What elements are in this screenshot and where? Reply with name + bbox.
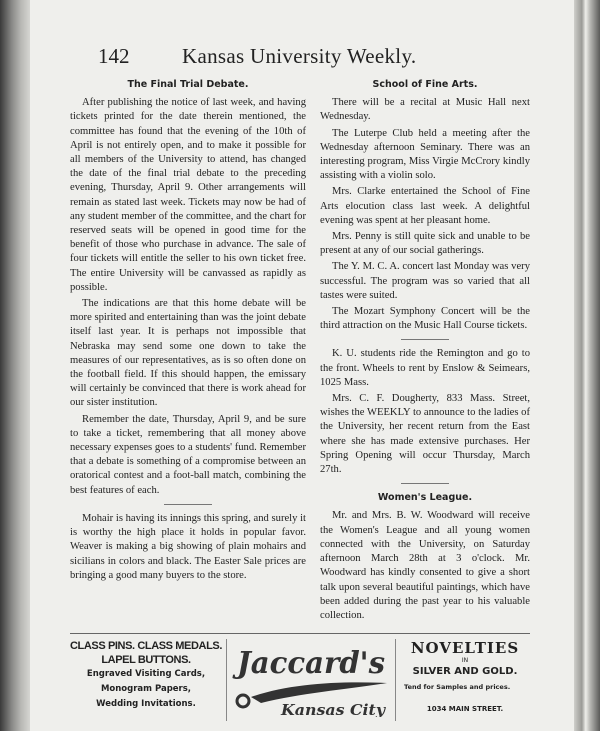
ad-line: Monogram Papers, [100,684,192,695]
page-title: Kansas University Weekly. [182,44,417,68]
ad-line: LAPEL BUTTONS. [101,654,191,667]
jaccards-logo [226,639,396,721]
page-edge [574,0,600,731]
paragraph: After publishing the notice of last week, and having tickets printed for the date therein mentioned, the committee has found that the evening of the 10th of April is not entirely open, and to make it possible for all members of the University to attend, has changed the date of the final trial debate to the preceding evening, Thursday, April 9. Other arrangements will remain as stated last week. Tickets may now be had of any student member of the committee, and the chart for reserved seats will be opened in good time for the benefit of those who purchase in advance. The sale of four tickets will entitle the seller to his own ticket free. The entire University will be canvassed as rapidly as possible. [70,97,306,293]
article-heading: School of Fine Arts. [372,79,478,90]
ad-line: Wedding Invitations. [96,699,196,710]
paragraph: Mr. and Mrs. B. W. Woodward will receive the Women's League and all young women connected with the University, on Saturday afternoon March 28th at 3 o'clock. Mr. Woodward has kindly consented to give a short talk upon several beautiful paintings, which have been added during the past year to his valuable collection. [320,510,530,621]
ad-line: Tend for Samples and prices. [404,683,511,692]
paragraph: The Luterpe Club held a meeting after the Wednesday afternoon Seminary. There was an interesting program, Miss Virgie McCrory kindly assisting with a violin solo. [320,127,530,182]
book-binding-edge [0,0,30,731]
left-column [70,78,306,625]
paragraph: The indications are that this home debate will be more spirited and entertaining than was the joint debate itself last year. It is perhaps not impossible that Nebraska may send some one down to take the measures of our representatives, as is so often done on the football field. If this should happen, the emissary will certainly be convinced that there is work ahead for our sister institution. [70,298,306,409]
article-heading: Women's League. [377,492,473,504]
paragraph: Mrs. C. F. Dougherty, 833 Mass. Street, wishes the WEEKLY to announce to the ladies of the University, her recent return from the East where she has made extensive purchases. Her Spring Opening will occur Thursday, March 27th. [320,393,530,476]
paragraph: The Mozart Symphony Concert will be the third attraction on the Music Hall Course tickets. [320,306,530,332]
ad-line: Engraved Visiting Cards, [86,669,206,680]
separator [401,483,449,484]
ad-address: 1034 MAIN STREET. [426,705,504,714]
paragraph: The Y. M. C. A. concert last Monday was very successful. The program was so varied that all tastes were suited. [320,261,530,301]
paragraph: Mrs. Penny is still quite sick and unable to be present at any of our social gatherings. [320,231,530,257]
paragraph: Mohair is having its innings this spring, and surely it is worthy the high place it holds in popular favor. Weaver is making a big showing of plain mohairs and sicilians in colors and black. The Easter Sale prices are bringing a good many buyers to the store. [70,512,306,581]
page-header [70,44,530,78]
ad-line: SILVER AND GOLD. [412,666,518,678]
paragraph: Remember the date, Thursday, April 9, and be sure to take a ticket, remembering that all money above necessary expenses goes to a students' fund. Remember that a debate is something of a compromise between an oratorical contest and a foot-ball match, combining the best features of each. [70,413,306,496]
paragraph: K. U. students ride the Remington and go to the front. Wheels to rent by Enslow & Seimears, 1025 Mass. [320,348,530,388]
paragraph: There will be a recital at Music Hall next Wednesday. [320,97,530,123]
advertisement-left [70,639,222,712]
article-heading: The Final Trial Debate. [127,79,249,90]
advertisement-rule [70,633,530,634]
ad-line: CLASS PINS. CLASS MEDALS. [70,640,222,653]
separator [401,339,449,340]
page-number: 142 [98,44,130,68]
logo-swash [231,639,391,717]
columns [70,78,530,625]
page-content [70,0,530,731]
advertisement-right [400,639,530,713]
logo-city-text: Kansas City [279,701,387,718]
logo-main-text: Jaccard's [232,646,386,682]
ad-line: IN [461,657,469,665]
separator [164,504,212,505]
paragraph: Mrs. Clarke entertained the School of Fine Arts elocution class last week. A delightful evening was spent at her pleasant home. [320,186,530,226]
right-column [320,78,530,625]
advertisement [70,639,530,721]
ad-title: NOVELTIES [410,639,520,658]
